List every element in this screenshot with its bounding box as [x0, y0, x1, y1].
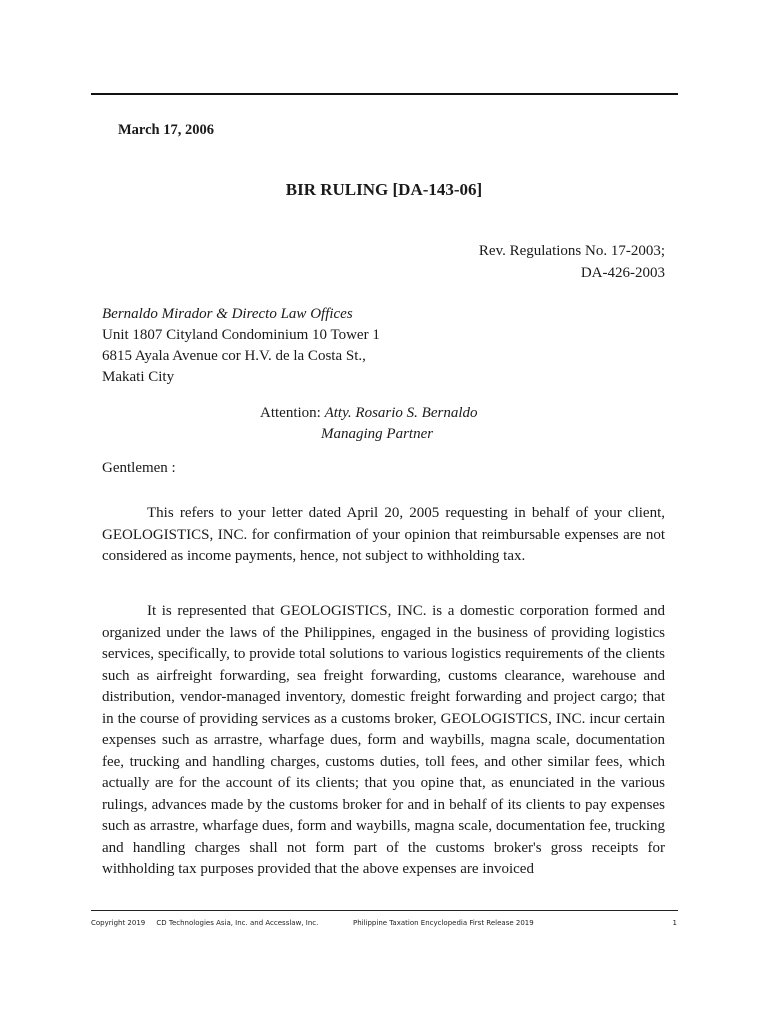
salutation: Gentlemen :: [102, 460, 176, 476]
address-line: Makati City: [102, 369, 175, 385]
reference-line: Rev. Regulations No. 17-2003;: [478, 243, 665, 259]
header-rule: [91, 93, 678, 95]
attention-role: Managing Partner: [321, 426, 434, 442]
footer-rule: [91, 910, 678, 911]
footer-page-number: 1: [672, 919, 677, 927]
footer-copyright: Copyright 2019 CD Technologies Asia, Inc. and Accesslaw, Inc.: [91, 919, 319, 927]
body-paragraph: This refers to your letter dated April 20, 2005 requesting in behalf of your client, GEOLOGISTICS, INC. for confirmation of your opinion that reimbursable expenses are not considered as income payments, hence, not subject to withholding tax.: [102, 505, 665, 564]
ruling-date: March 17, 2006: [118, 122, 214, 138]
attention-block: [260, 403, 478, 445]
address-line: 6815 Ayala Avenue cor H.V. de la Costa St.,: [102, 348, 366, 364]
addressee-firm: Bernaldo Mirador & Directo Law Offices: [102, 306, 353, 322]
body-paragraph: It is represented that GEOLOGISTICS, INC. is a domestic corporation formed and organized under the laws of the Philippines, engaged in the business of providing logistics services, specifically, to provide total solutions to various logistics requirements of the clients such as airfreight forwarding, sea freight forwarding, customs clearance, warehouse and distribution, vendor-managed inventory, domestic freight forwarding and project cargo; that in the course of providing services as a customs broker, GEOLOGISTICS, INC. incur certain expenses such as arrastre, wharfage dues, form and waybills, magna scale, documentation fee, trucking and handling charges, customs duties, toll fees, and other similar fees, which actually are for the account of its clients; that you opine that, as enunciated in the various rulings, advances made by the customs broker for and in behalf of its clients to pay expenses such as arrastre, wharfage dues, form and waybills, magna scale, documentation fee, trucking and handling charges shall not form part of the customs broker's gross receipts for withholding tax purposes provided that the above expenses are invoiced: [102, 603, 665, 877]
reference-line: DA-426-2003: [580, 265, 665, 281]
attention-name: Atty. Rosario S. Bernaldo: [324, 405, 478, 421]
reference-block: [479, 240, 665, 284]
ruling-title: BIR RULING [DA-143-06]: [285, 180, 483, 199]
address-line: Unit 1807 Cityland Condominium 10 Tower 1: [102, 327, 380, 343]
addressee-block: [102, 304, 380, 388]
footer-release: Philippine Taxation Encyclopedia First Release 2019: [353, 919, 534, 927]
attention-label: Attention:: [260, 405, 321, 421]
